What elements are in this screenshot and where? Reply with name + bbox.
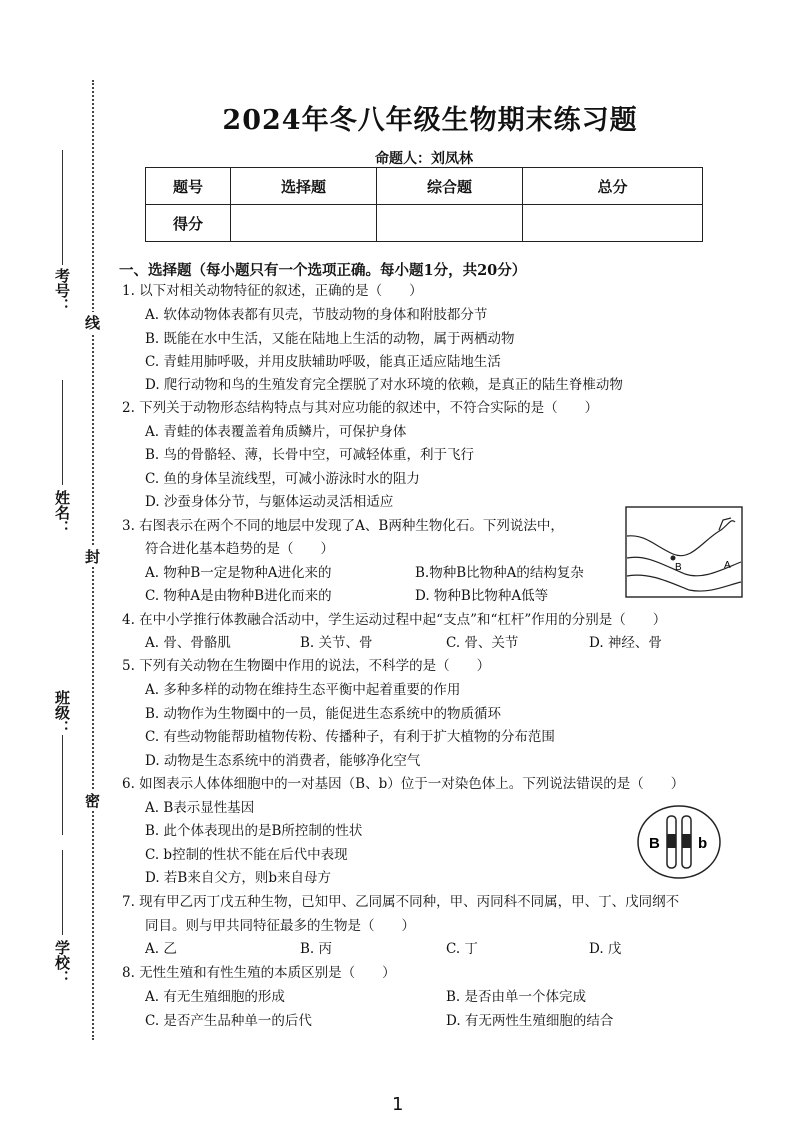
- option: C. 青蛙用肺呼吸，并用皮肤辅助呼吸，能真正适应陆地生活: [145, 354, 501, 370]
- option: C. 是否产生品种单一的后代: [145, 1013, 312, 1029]
- header-cell: 题号: [146, 168, 231, 205]
- score-cell-comprehensive[interactable]: [377, 205, 523, 242]
- option: D. 戊: [589, 941, 622, 957]
- author-line: 命题人：刘凤林: [375, 151, 473, 167]
- option: D. 若B来自父方，则b来自母方: [145, 870, 331, 886]
- question-stem: 6. 如图表示人体体细胞中的一对基因（B、b）位于一对染色体上。下列说法错误的是（ ）: [122, 776, 685, 792]
- question-stem: 1. 以下对相关动物特征的叙述，正确的是（ ）: [122, 283, 423, 299]
- option: A. 多种多样的动物在维持生态平衡中起着重要的作用: [145, 682, 461, 698]
- score-table-header-row: [146, 168, 703, 205]
- question-stem: 3. 右图表示在两个不同的地层中发现了A、B两种生物化石。下列说法中，: [122, 518, 564, 534]
- score-table: [145, 167, 703, 242]
- option: B.物种B比物种A的结构复杂: [415, 565, 584, 581]
- binding-mark-secret: 密: [85, 792, 101, 810]
- option: B. 是否由单一个体完成: [446, 989, 587, 1005]
- row-label-cell: 得分: [146, 205, 231, 242]
- option: D. 沙蚕身体分节，与躯体运动灵活相适应: [145, 494, 394, 510]
- option: C. 鱼的身体呈流线型，可减小游泳时水的阻力: [145, 471, 420, 487]
- gene-label-big-b: B: [649, 835, 660, 852]
- option: B. 丙: [300, 941, 333, 957]
- option: B. 关节、骨: [300, 635, 373, 651]
- option: C. 骨、关节: [446, 635, 519, 651]
- header-cell: 综合题: [377, 168, 523, 205]
- option: B. 此个体表现出的是B所控制的性状: [145, 823, 363, 839]
- option: B. 动物作为生物圈中的一员，能促进生态系统中的物质循环: [145, 706, 502, 722]
- option: A. 物种B一定是物种A进化来的: [145, 565, 332, 581]
- option: B. 既能在水中生活，又能在陆地上生活的动物，属于两栖动物: [145, 331, 515, 347]
- name-label: 姓名：: [53, 490, 71, 535]
- name-blank[interactable]: [62, 380, 63, 485]
- option: A. 骨、骨骼肌: [145, 635, 231, 651]
- exam-title: 2024年冬八年级生物期末练习题: [222, 105, 638, 136]
- question-stem: 5. 下列有关动物在生物圈中作用的说法，不科学的是（ ）: [122, 658, 491, 674]
- fossil-strata-figure: [625, 506, 743, 598]
- binding-mark-line: 线: [85, 314, 101, 332]
- option: C. 丁: [446, 941, 478, 957]
- gene-chromosome-figure: [636, 804, 722, 880]
- question-stem: 4. 在中小学推行体教融合活动中，学生运动过程中起“支点”和“杠杆”作用的分别是（ ）: [122, 612, 667, 628]
- option: D. 物种B比物种A低等: [415, 588, 549, 604]
- section-title: 一、选择题（每小题只有一个选项正确。每小题1分，共20分）: [119, 262, 527, 279]
- score-table-score-row: [146, 205, 703, 242]
- option: D. 爬行动物和鸟的生殖发育完全摆脱了对水环境的依赖，是真正的陆生脊椎动物: [145, 377, 623, 393]
- question-stem: 7. 现有甲乙丙丁戊五种生物，已知甲、乙同属不同种，甲、丙同科不同属，甲、丁、戊同纲不: [122, 894, 680, 910]
- header-cell: 总分: [523, 168, 703, 205]
- option: C. b控制的性状不能在后代中表现: [145, 847, 348, 863]
- score-cell-choice[interactable]: [231, 205, 377, 242]
- school-blank[interactable]: [62, 850, 63, 935]
- option: B. 鸟的骨骼轻、薄，长骨中空，可减轻体重，利于飞行: [145, 447, 475, 463]
- class-label: 班级：: [53, 690, 71, 735]
- score-cell-total[interactable]: [523, 205, 703, 242]
- question-stem-continued: 同目。则与甲共同特征最多的生物是（ ）: [145, 918, 415, 934]
- option: A. 有无生殖细胞的形成: [145, 989, 285, 1005]
- option: A. 乙: [145, 941, 177, 957]
- binding-mark-seal: 封: [85, 548, 101, 566]
- header-cell: 选择题: [231, 168, 377, 205]
- class-blank[interactable]: [62, 735, 63, 835]
- page-number: 1: [392, 1094, 404, 1115]
- option: A. 青蛙的体表覆盖着角质鳞片，可保护身体: [145, 424, 407, 440]
- option: D. 动物是生态系统中的消费者，能够净化空气: [145, 753, 421, 769]
- fossil-label-a: A: [724, 560, 731, 571]
- option: C. 物种A是由物种B进化而来的: [145, 588, 332, 604]
- question-stem-continued: 符合进化基本趋势的是（ ）: [145, 541, 334, 557]
- gene-label-small-b: b: [698, 835, 708, 852]
- exam-number-blank[interactable]: [62, 150, 63, 265]
- fossil-label-b: B: [675, 562, 682, 573]
- option: A. 软体动物体表都有贝壳，节肢动物的身体和附肢都分节: [145, 307, 488, 323]
- question-stem: 8. 无性生殖和有性生殖的本质区别是（ ）: [122, 965, 396, 981]
- exam-number-label: 考号：: [53, 268, 71, 313]
- school-label: 学校：: [53, 940, 71, 985]
- option: C. 有些动物能帮助植物传粉、传播种子，有利于扩大植物的分布范围: [145, 729, 555, 745]
- option: D. 有无两性生殖细胞的结合: [446, 1013, 614, 1029]
- option: D. 神经、骨: [589, 635, 662, 651]
- option: A. B表示显性基因: [145, 800, 255, 816]
- question-stem: 2. 下列关于动物形态结构特点与其对应功能的叙述中，不符合实际的是（ ）: [122, 400, 599, 416]
